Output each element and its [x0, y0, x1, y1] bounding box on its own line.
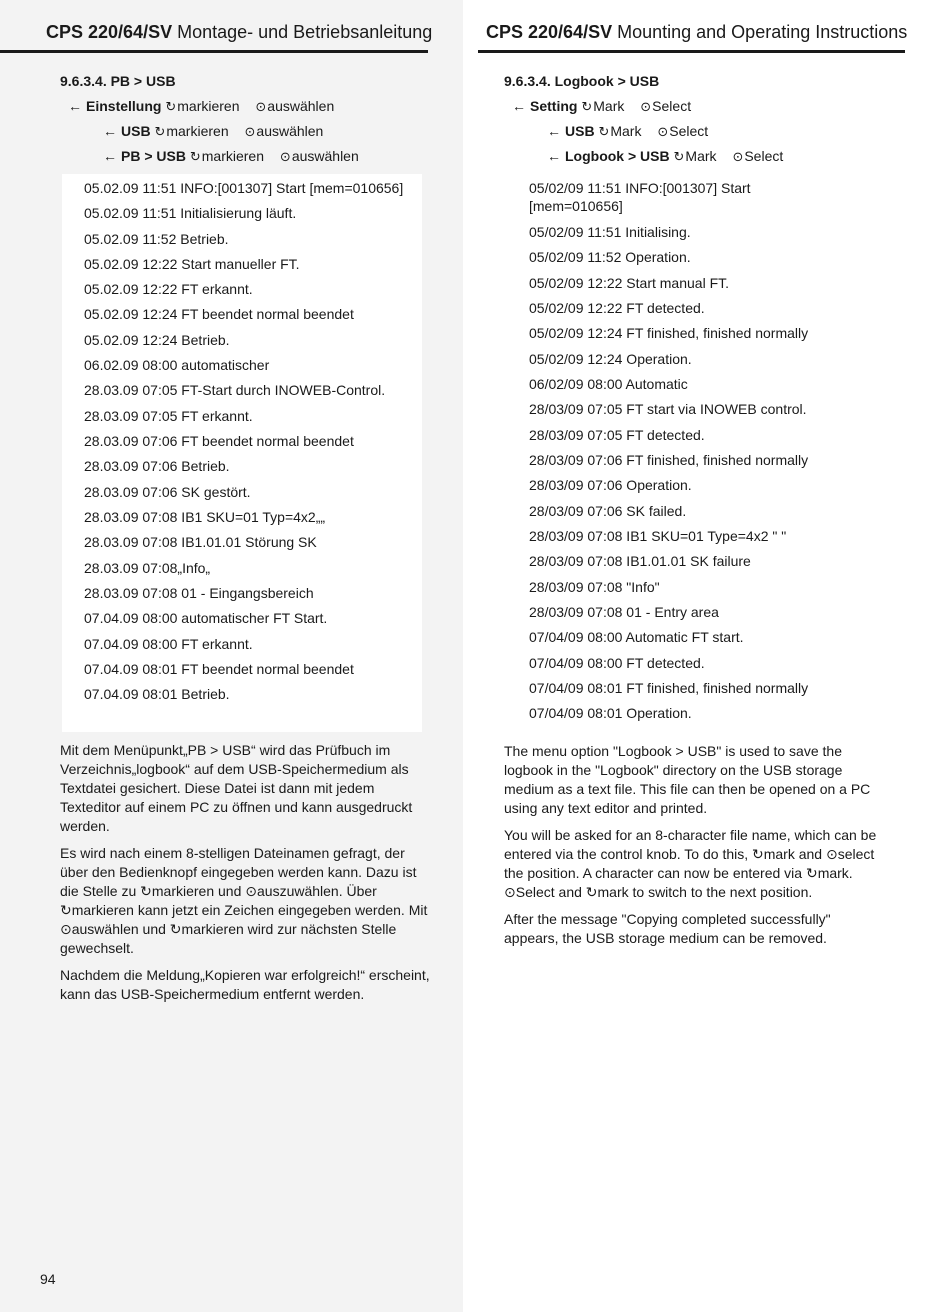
select-icon: ⊙: [657, 124, 669, 139]
back-arrow-icon: ←: [103, 148, 117, 164]
log-entry: 05.02.09 11:52 Betrieb.: [84, 231, 229, 247]
mark-icon: ↻: [581, 99, 593, 114]
log-entry: 28.03.09 07:05 FT-Start durch INOWEB-Control.: [84, 382, 386, 398]
select-icon: ⊙: [279, 149, 291, 164]
log-entry: 05/02/09 12:24 FT finished, finished normally: [529, 325, 809, 341]
back-arrow-icon: ←: [68, 98, 82, 114]
header-rule-left: [0, 50, 428, 53]
log-entry: 05.02.09 12:24 Betrieb.: [84, 332, 230, 348]
page-number: 94: [40, 1271, 56, 1287]
log-entry: 28/03/09 07:05 FT detected.: [529, 427, 705, 443]
log-entry: 07/04/09 08:01 FT finished, finished normally: [529, 680, 809, 696]
mark-icon: ↻: [154, 124, 166, 139]
log-entry: 28.03.09 07:06 Betrieb.: [84, 458, 230, 474]
log-entry: 28/03/09 07:06 SK failed.: [529, 503, 687, 519]
nav-path-right-2: ← USB ↻Mark ⊙Select: [547, 123, 709, 139]
section-title-right: 9.6.3.4. Logbook > USB: [504, 73, 660, 89]
log-entry: 28.03.09 07:05 FT erkannt.: [84, 408, 253, 424]
back-arrow-icon: ←: [512, 98, 526, 114]
paragraph: Nachdem die Meldung„Kopieren war erfolgreich!“ erscheint, kann das USB-Speichermedium entfernt werden.: [60, 967, 430, 1002]
nav-path-left-2: ← USB ↻markieren ⊙auswählen: [103, 123, 324, 139]
select-icon: ⊙: [244, 124, 256, 139]
log-entry: 28.03.09 07:08 IB1 SKU=01 Typ=4x2„„: [84, 509, 326, 525]
log-entry: 28/03/09 07:05 FT start via INOWEB control.: [529, 401, 807, 417]
paragraph: You will be asked for an 8-character file name, which can be entered via the control knob. To do this, ↻mark and ⊙select the position. A character can now be entered via ↻mark. ⊙Select and ↻mark to switch to the next position.: [504, 827, 877, 900]
log-entry: 28/03/09 07:08 "Info": [529, 579, 660, 595]
log-entry: 05.02.09 12:22 FT erkannt.: [84, 281, 253, 297]
log-entry: 05/02/09 12:24 Operation.: [529, 351, 692, 367]
nav-path-left-1: ← Einstellung ↻markieren ⊙auswählen: [68, 98, 335, 114]
select-icon: ⊙: [255, 99, 267, 114]
log-entry: 05.02.09 12:22 Start manueller FT.: [84, 256, 300, 272]
log-entry: 28/03/09 07:08 IB1.01.01 SK failure: [529, 553, 751, 569]
paragraph: After the message "Copying completed successfully" appears, the USB storage medium can be removed.: [504, 911, 831, 946]
header-rule-right: [478, 50, 905, 53]
log-entry: 05/02/09 11:51 Initialising.: [529, 224, 691, 240]
paragraph: Es wird nach einem 8-stelligen Dateinamen gefragt, der über den Bedienknopf eingegeben werden kann. Dazu ist die Stelle zu ↻markieren und ⊙auszuwählen. Über ↻markieren kann jetzt ein Zeichen eingegeben werden. Mit ⊙auswählen und ↻markieren wird zur nächsten Stelle gewechselt.: [60, 845, 428, 956]
back-arrow-icon: ←: [103, 123, 117, 139]
log-entry: 06/02/09 08:00 Automatic: [529, 376, 688, 392]
log-entry: 28/03/09 07:06 FT finished, finished normally: [529, 452, 809, 468]
description-left: [60, 741, 432, 1012]
nav-path-right-1: ← Setting ↻Mark ⊙Select: [512, 98, 692, 114]
select-icon: ⊙: [732, 149, 744, 164]
log-entry: 28.03.09 07:08 IB1.01.01 Störung SK: [84, 534, 317, 550]
log-entry: 07.04.09 08:00 automatischer FT Start.: [84, 610, 328, 626]
paragraph: Mit dem Menüpunkt„PB > USB“ wird das Prüfbuch im Verzeichnis„logbook“ auf dem USB-Speichermedium als Textdatei gesichert. Diese Datei ist dann mit jedem Texteditor auf einem PC zu öffnen und kann ausgedruckt werden.: [60, 742, 413, 834]
log-entry: 07/04/09 08:00 FT detected.: [529, 655, 705, 671]
header-right: CPS 220/64/SV Mounting and Operating Instructions: [486, 22, 908, 42]
log-entry: 28.03.09 07:06 SK gestört.: [84, 484, 251, 500]
log-entry: 07/04/09 08:01 Operation.: [529, 705, 692, 721]
log-entry: 28.03.09 07:08„Info„: [84, 560, 211, 576]
back-arrow-icon: ←: [547, 123, 561, 139]
mark-icon: ↻: [189, 149, 201, 164]
log-entry: 07.04.09 08:01 FT beendet normal beendet: [84, 661, 354, 677]
log-entry: 28.03.09 07:08 01 - Eingangsbereich: [84, 585, 314, 601]
paragraph: The menu option "Logbook > USB" is used to save the logbook in the "Logbook" directory on the USB storage medium as a text file. This file can then be opened on a PC using any text editor and printed.: [504, 743, 871, 816]
nav-path-left-3: ← PB > USB ↻markieren ⊙auswählen: [103, 148, 359, 164]
log-entry: 05.02.09 11:51 Initialisierung läuft.: [84, 205, 297, 221]
log-entry: 05/02/09 12:22 FT detected.: [529, 300, 705, 316]
header-left: CPS 220/64/SV Montage- und Betriebsanleitung: [46, 22, 433, 42]
log-entry: 28/03/09 07:08 IB1 SKU=01 Type=4x2 " ": [529, 528, 787, 544]
log-entry: 05.02.09 12:24 FT beendet normal beendet: [84, 306, 354, 322]
nav-path-right-3: ← Logbook > USB ↻Mark ⊙Select: [547, 148, 784, 164]
log-entry: 07.04.09 08:01 Betrieb.: [84, 686, 230, 702]
log-entry: 28.03.09 07:06 FT beendet normal beendet: [84, 433, 354, 449]
log-entry: 05/02/09 12:22 Start manual FT.: [529, 275, 730, 291]
log-entry: 28/03/09 07:06 Operation.: [529, 477, 692, 493]
mark-icon: ↻: [598, 124, 610, 139]
log-entry: 05/02/09 11:52 Operation.: [529, 249, 691, 265]
section-title-left: 9.6.3.4. PB > USB: [60, 73, 176, 89]
mark-icon: ↻: [673, 149, 685, 164]
log-entry: 05/02/09 11:51 INFO:[001307] Start [mem=010656]: [529, 180, 751, 214]
log-entry: 28/03/09 07:08 01 - Entry area: [529, 604, 719, 620]
log-entry: 05.02.09 11:51 INFO:[001307] Start [mem=010656]: [84, 180, 404, 196]
mark-icon: ↻: [165, 99, 177, 114]
select-icon: ⊙: [640, 99, 652, 114]
log-entry: 07.04.09 08:00 FT erkannt.: [84, 636, 253, 652]
back-arrow-icon: ←: [547, 148, 561, 164]
description-right: [504, 742, 884, 956]
log-entry: 07/04/09 08:00 Automatic FT start.: [529, 629, 744, 645]
log-entry: 06.02.09 08:00 automatischer: [84, 357, 270, 373]
